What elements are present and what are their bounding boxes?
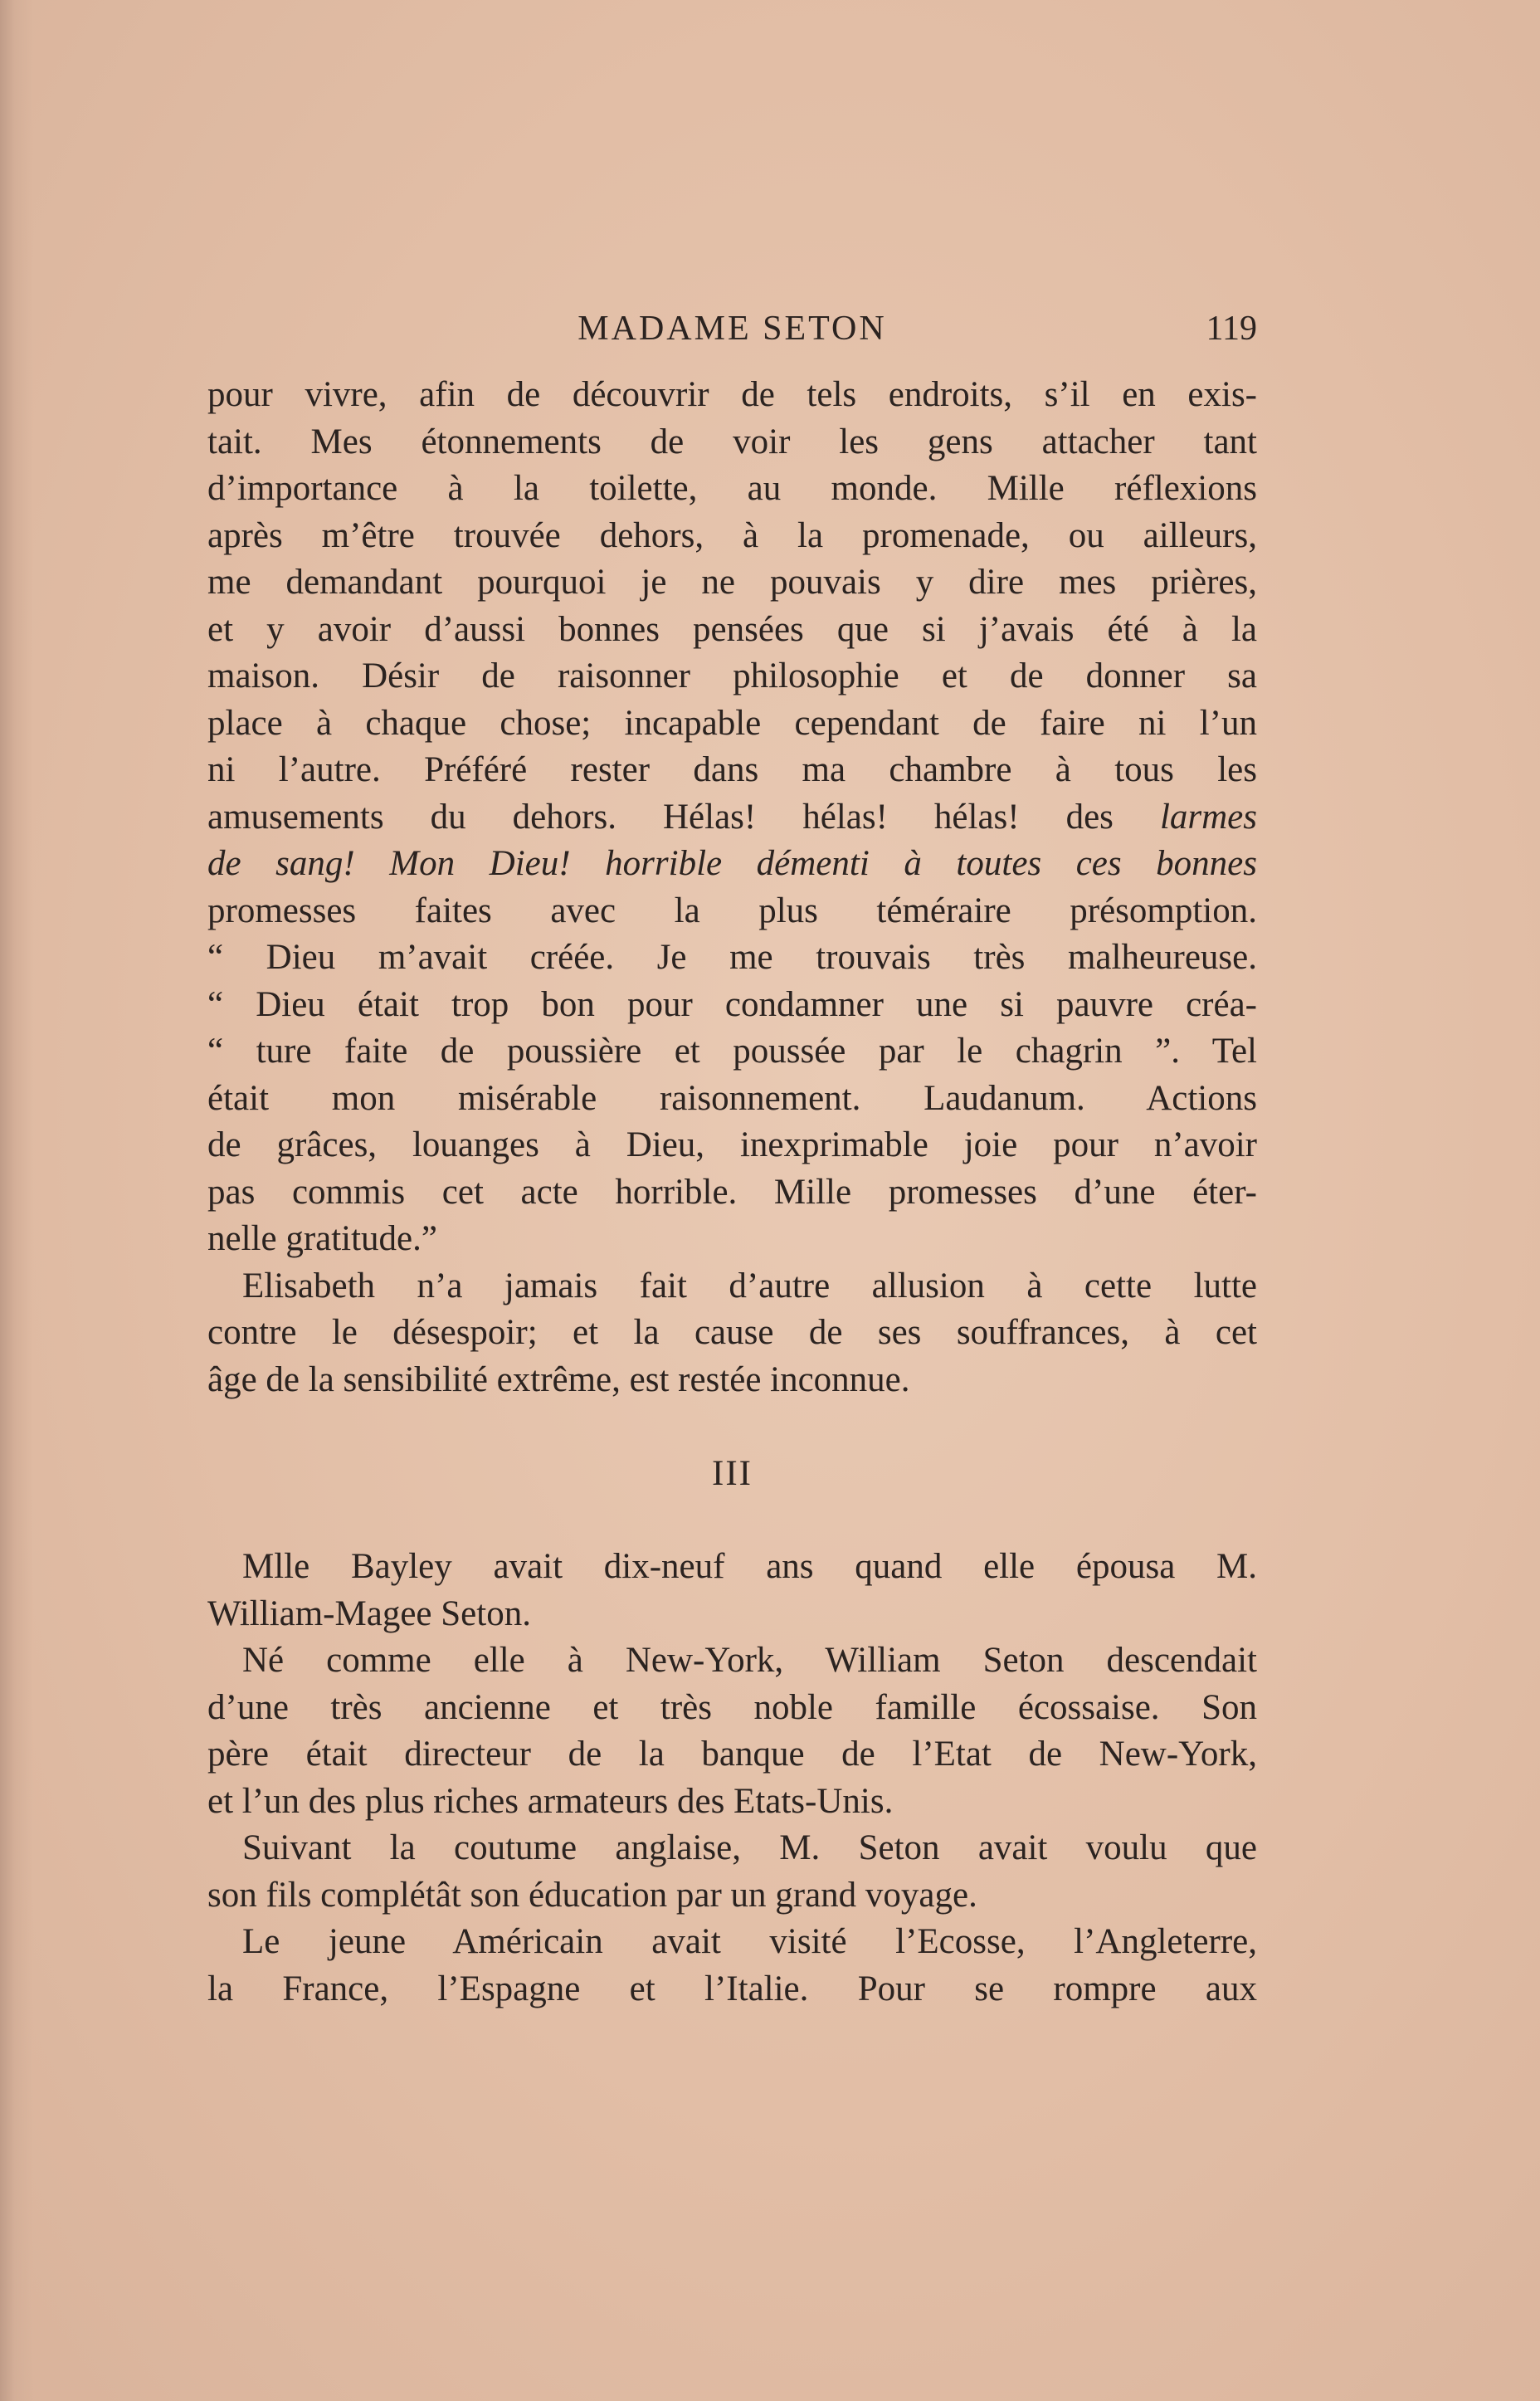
text-line: maison. Désir de raisonner philosophie et de donner sa <box>207 656 1257 695</box>
text-line: et y avoir d’aussi bonnes pensées que si j’avais été à la <box>207 609 1257 649</box>
text-line: ni l’autre. Préféré rester dans ma chambre à tous les <box>207 750 1257 789</box>
text-line: “ Dieu était trop bon pour condamner une si pauvre créa- <box>207 984 1257 1024</box>
text-segment: amusements du dehors. Hélas! hélas! hélas! des <box>207 797 1114 837</box>
text-line: promesses faites avec la plus téméraire présomption. <box>207 891 1257 930</box>
text-line: âge de la sensibilité extrême, est restée inconnue. <box>207 1359 910 1399</box>
running-title: MADAME SETON <box>578 310 887 348</box>
paragraph-travels <box>207 1919 1257 2013</box>
text-line: de grâces, louanges à Dieu, inexprimable joie pour n’avoir <box>207 1125 1257 1164</box>
paragraph-elisabeth <box>207 1263 1257 1404</box>
text-line: Elisabeth n’a jamais fait d’autre allusion à cette lutte <box>242 1266 1257 1305</box>
text-line: me demandant pourquoi je ne pouvais y dire mes prières, <box>207 563 1257 602</box>
text-line: son fils complétât son éducation par un grand voyage. <box>207 1875 977 1915</box>
italic-text: sang! Mon Dieu! horrible démenti à toutes ces bonnes <box>275 844 1257 883</box>
text-line: pour vivre, afin de découvrir de tels endroits, s’il en exis- <box>207 375 1257 414</box>
body-text <box>207 372 1257 2013</box>
paragraph-marriage <box>207 1544 1257 1637</box>
paragraph-voyage <box>207 1825 1257 1919</box>
text-line: était mon misérable raisonnement. Laudanum. Actions <box>207 1078 1257 1118</box>
text-line <box>207 794 1257 842</box>
text-line: place à chaque chose; incapable cependant de faire ni l’un <box>207 703 1257 743</box>
text-line: Né comme elle à New-York, William Seton descendait <box>242 1641 1257 1680</box>
text-line: pas commis cet acte horrible. Mille promesses d’une éter- <box>207 1172 1257 1212</box>
text-line: Suivant la coutume anglaise, M. Seton avait voulu que <box>242 1828 1257 1867</box>
text-line: la France, l’Espagne et l’Italie. Pour se rompre aux <box>207 1969 1257 2008</box>
text-line: William-Magee Seton. <box>207 1593 531 1633</box>
text-line: Le jeune Américain avait visité l’Ecosse, l’Angleterre, <box>242 1922 1257 1961</box>
text-line: “ Dieu m’avait créée. Je me trouvais très malheureuse. <box>207 938 1257 977</box>
text-line: d’importance à la toilette, au monde. Mille réflexions <box>207 469 1257 508</box>
italic-text: de <box>207 844 241 883</box>
text-line: contre le désespoir; et la cause de ses souffrances, à cet <box>207 1313 1257 1352</box>
paragraph-journal-excerpt <box>207 372 1257 1263</box>
paragraph-william-seton <box>207 1637 1257 1825</box>
section-heading: III <box>712 1454 753 1493</box>
text-line: Mlle Bayley avait dix-neuf ans quand elle épousa M. <box>242 1547 1257 1586</box>
italic-text: larmes <box>1159 797 1257 837</box>
text-line: et l’un des plus riches armateurs des Etats-Unis. <box>207 1781 894 1821</box>
page-number: 119 <box>1206 310 1257 348</box>
text-line: tait. Mes étonnements de voir les gens attacher tant <box>207 422 1257 461</box>
text-line: nelle gratitude.” <box>207 1219 437 1258</box>
text-line: d’une très ancienne et très noble famille écossaise. Son <box>207 1687 1257 1727</box>
running-head <box>207 305 1257 352</box>
text-line: père était directeur de la banque de l’Etat de New-York, <box>207 1735 1257 1774</box>
text-line: après m’être trouvée dehors, à la promenade, ou ailleurs, <box>207 515 1257 555</box>
text-line <box>207 841 1257 888</box>
text-line: “ ture faite de poussière et poussée par le chagrin ”. Tel <box>207 1032 1257 1071</box>
